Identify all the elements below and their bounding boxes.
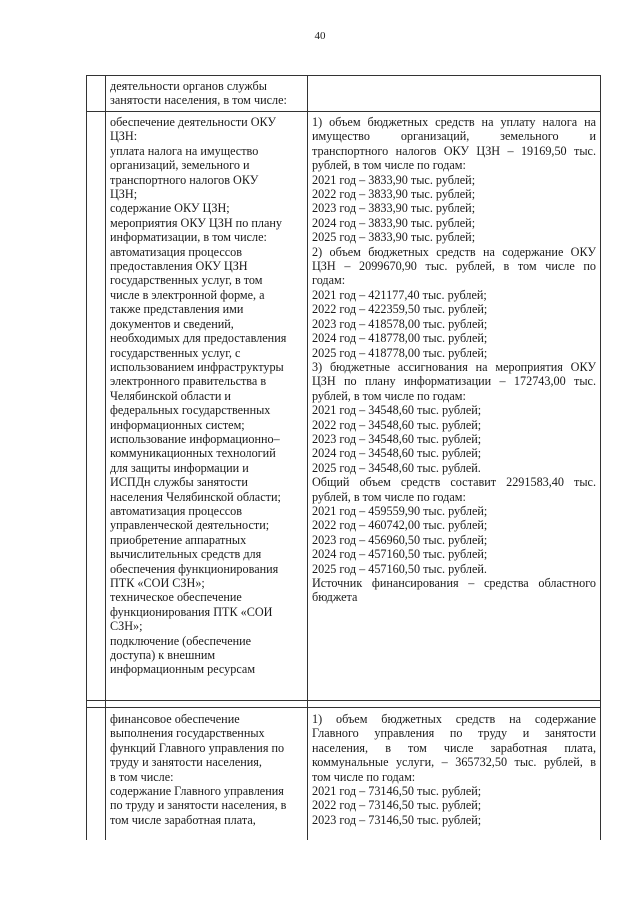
activity-text-line: ИСПДн службы занятости [110,475,248,490]
funding-text-line: 1) объем бюджетных средств на содержание [312,712,596,726]
funding-text-line: годам: [312,273,346,288]
funding-text-line: 2022 год – 73146,50 тыс. рублей; [312,798,482,813]
activity-text-line: автоматизация процессов [110,244,242,259]
row-number-cell [87,76,106,112]
funding-text-line: 2021 год – 3833,90 тыс. рублей; [312,172,476,187]
funding-text-line: рублей, в том числе по годам: [312,489,466,504]
activity-text-line: техническое обеспечение [110,590,242,605]
funding-text-line: 2023 год – 418578,00 тыс. рублей; [312,316,488,331]
activity-text-line: ЦЗН: [110,129,138,144]
activity-text-line: доступа) к внешним [110,648,216,663]
activity-text-line: также представления ими [110,302,244,317]
activity-text-line: документов и сведений, [110,316,234,331]
funding-text-line: 2021 год – 34548,60 тыс. рублей; [312,403,482,418]
activity-text-line: информатизации, в том числе: [110,230,267,245]
funding-cell [308,112,601,701]
activity-text-line: ПТК «СОИ СЗН»; [110,576,205,590]
funding-text-line: 2022 год – 34548,60 тыс. рублей; [312,417,482,432]
funding-text-line: 2024 год – 3833,90 тыс. рублей; [312,215,476,230]
activity-text-line: обеспечения функционирования [110,561,279,576]
activity-text-line: предоставления ОКУ ЦЗН [110,259,248,274]
funding-text-line: 2023 год – 456960,50 тыс. рублей; [312,532,488,547]
program-table [86,75,601,840]
funding-text-line: 2) объем бюджетных средств на содержание ОКУ [312,244,596,259]
activity-cell [106,112,308,701]
funding-text-line: 2021 год – 73146,50 тыс. рублей; [312,784,482,799]
funding-text-line: 3) бюджетные ассигнования на мероприятия ОКУ [312,359,596,374]
activity-text-line: населения Челябинской области; [110,489,281,504]
activity-text-line: федеральных государственных [110,403,271,418]
funding-text-line: Главного управления по труду и занятости [312,726,596,741]
funding-cell [308,708,601,841]
funding-text-line: Общий объем средств составит 2291583,40 тыс. [312,475,596,490]
funding-text-line: 2021 год – 421177,40 тыс. рублей; [312,287,487,302]
funding-text-line: 2023 год – 3833,90 тыс. рублей; [312,201,476,216]
funding-text-line: 2022 год – 3833,90 тыс. рублей; [312,187,476,202]
activity-text-line: для защиты информации и [110,460,249,475]
activity-text-line: деятельности органов службы [110,79,267,93]
activity-text-line: СЗН»; [110,619,143,634]
funding-text-line: транспортного налогов ОКУ ЦЗН – 19169,50 тыс. [312,143,596,158]
activity-text-line: ЦЗН; [110,187,138,202]
activity-text-line: по труду и занятости населения, в [110,798,287,813]
funding-text-line: том числе по годам: [312,769,416,784]
activity-text-line: труду и занятости населения, [110,755,262,770]
activity-text-line: вычислительных средств для [110,547,262,562]
row-number-cell [87,708,106,841]
activity-cell [106,76,308,112]
activity-text-line: занятости населения, в том числе: [110,93,287,108]
activity-text-line: функций Главного управления по [110,740,285,755]
activity-text-line: автоматизация процессов [110,503,242,518]
activity-text-line: содержание ОКУ ЦЗН; [110,201,230,216]
activity-text-line: в том числе: [110,769,174,784]
funding-text-line: 2022 год – 460742,00 тыс. рублей; [312,518,488,533]
funding-text-line: ЦЗН по плану информатизации – 172743,00 тыс. [312,374,596,389]
activity-text-line: уплата налога на имущество [110,143,259,158]
activity-text-line: государственных услуг, с [110,345,241,360]
funding-text-line: 2023 год – 34548,60 тыс. рублей; [312,431,482,446]
funding-text-line: бюджета [312,590,358,605]
funding-text-line: 2024 год – 457160,50 тыс. рублей; [312,547,488,562]
activity-text-line: информационных систем; [110,417,245,432]
spacer-cell [308,701,601,708]
activity-text-line: числе в электронной форме, а [110,287,265,302]
funding-text-line: рублей, в том числе по годам: [312,388,466,403]
activity-cell [106,708,308,841]
activity-text-line: коммуникационных технологий [110,446,276,461]
funding-text-line: населения, в том числе заработная плата, [312,740,596,755]
activity-text-line: финансовое обеспечение [110,712,240,726]
activity-text-line: управленческой деятельности; [110,518,270,533]
table-row-spacer [87,701,601,708]
activity-text-line: подключение (обеспечение [110,633,252,648]
activity-text-line: Челябинской области и [110,388,231,403]
page-number: 40 [314,30,326,42]
funding-text-line: 2024 год – 418778,00 тыс. рублей; [312,331,488,346]
activity-text-line: содержание Главного управления [110,784,284,799]
funding-text-line: рублей, в том числе по годам: [312,158,466,173]
activity-text-line: организаций, земельного и [110,158,250,173]
funding-text-line: 1) объем бюджетных средств на уплату налога на [312,115,596,129]
row-number-cell [87,112,106,701]
activity-text-line: информационным ресурсам [110,662,256,677]
funding-text-line: 2025 год – 34548,60 тыс. рублей. [312,460,481,475]
activity-text-line: использованием инфраструктуры [110,359,284,374]
funding-text-line: 2025 год – 457160,50 тыс. рублей. [312,561,487,576]
funding-text-line: коммунальные услуги, – 365732,50 тыс. рублей, в [312,755,596,770]
funding-text-line: 2021 год – 459559,90 тыс. рублей; [312,503,488,518]
activity-text-line: функционирования ПТК «СОИ [110,604,273,619]
activity-text-line: выполнения государственных [110,726,265,741]
funding-text-line: Источник финансирования – средства областного [312,576,596,590]
funding-text-line: 2025 год – 418778,00 тыс. рублей; [312,345,488,360]
funding-text-line: 2025 год – 3833,90 тыс. рублей; [312,230,476,245]
activity-text-line: необходимых для предоставления [110,331,287,346]
activity-text-line: государственных услуг, в том [110,273,263,288]
activity-text-line: электронного правительства в [110,374,267,389]
funding-cell [308,76,601,112]
funding-text-line: 2024 год – 34548,60 тыс. рублей; [312,446,482,461]
funding-text-line: 2023 год – 73146,50 тыс. рублей; [312,812,482,827]
funding-text-line: ЦЗН – 2099670,90 тыс. рублей, в том числе по [312,259,596,274]
activity-text-line: мероприятия ОКУ ЦЗН по плану [110,215,282,230]
activity-text-line: приобретение аппаратных [110,532,247,547]
table-row [87,112,601,701]
funding-text-line: 2022 год – 422359,50 тыс. рублей; [312,302,488,317]
activity-text-line: том числе заработная плата, [110,812,256,827]
table-row [87,708,601,841]
spacer-cell [106,701,308,708]
activity-text-line: использование информационно– [110,431,280,446]
table-row [87,76,601,112]
funding-text-line: имущество организаций, земельного и [312,129,596,144]
row-number-cell [87,701,106,708]
activity-text-line: транспортного налогов ОКУ [110,172,259,187]
activity-text-line: обеспечение деятельности ОКУ [110,115,277,129]
